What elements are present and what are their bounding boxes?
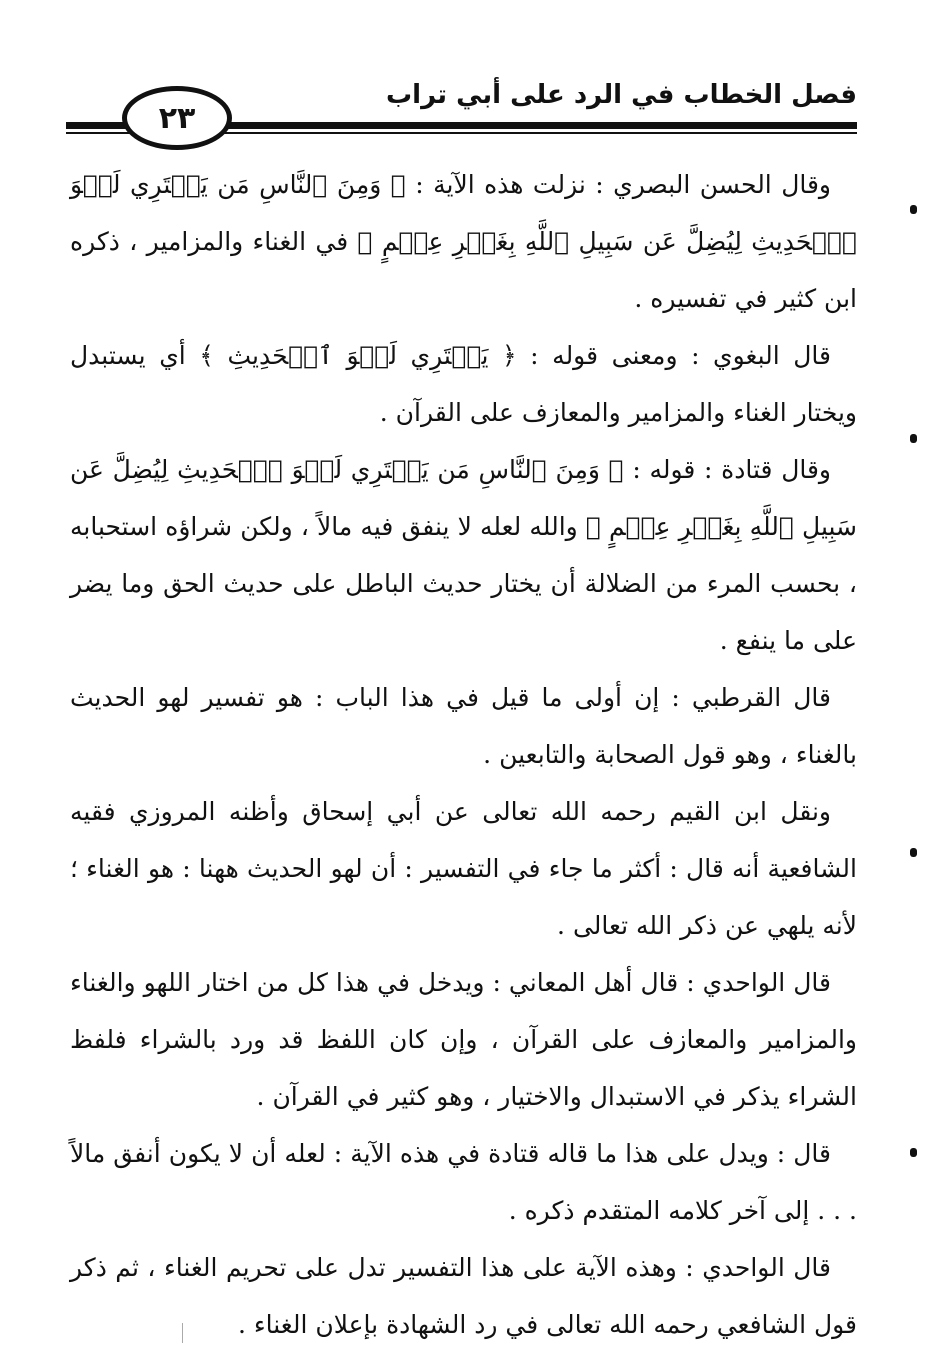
paragraph-hasan-basri: وقال الحسن البصري : نزلت هذه الآية : ﴿ وَمِنَ ٱلنَّاسِ مَن يَشۡتَرِي لَهۡوَ ٱلۡحَدِيثِ لِيُضِلَّ عَن سَبِيلِ ٱللَّهِ بِغَيۡرِ عِلۡمٍ ﴾ في الغناء والمزامير ، ذكره ابن كثير في تفسيره . bbox=[70, 170, 857, 313]
running-title: فصل الخطاب في الرد على أبي تراب bbox=[386, 80, 857, 110]
paragraph-qatada: وقال قتادة : قوله : ﴿ وَمِنَ ٱلنَّاسِ مَن يَشۡتَرِي لَهۡوَ ٱلۡحَدِيثِ لِيُضِلَّ عَن سَبِيلِ ٱللَّهِ بِغَيۡرِ عِلۡمٍ ﴾ والله لعله لا ينفق فيه مالاً ، ولكن شراؤه استحبابه ، بحسب المرء من الضلالة أن يختار حديث الباطل على حديث الحق وما يضر على ما ينفع . bbox=[70, 455, 857, 655]
paragraph-qurtubi: قال القرطبي : إن أولى ما قيل في هذا الباب : هو تفسير لهو الحديث بالغناء ، وهو قول الصحابة والتابعين . bbox=[70, 683, 857, 769]
margin-mark bbox=[910, 205, 917, 214]
margin-mark bbox=[910, 434, 917, 443]
body-text bbox=[70, 156, 857, 1353]
paragraph-ibn-qayyim: ونقل ابن القيم رحمه الله تعالى عن أبي إسحاق وأظنه المروزي فقيه الشافعية أنه قال : أكثر ما جاء في التفسير : أن لهو الحديث ههنا : هو الغناء ؛ لأنه يلهي عن ذكر الله تعالى . bbox=[70, 797, 857, 940]
paragraph-wahidi-1: قال الواحدي : قال أهل المعاني : ويدخل في هذا كل من اختار اللهو والغناء والمزامير والمعازف على القرآن ، وإن كان اللفظ قد ورد بالشراء فلفظ الشراء يذكر في الاستبدال والاختيار ، وهو كثير في القرآن . bbox=[70, 968, 857, 1111]
paragraph-qal: قال : ويدل على هذا ما قاله قتادة في هذه الآية : لعله أن لا يكون أنفق مالاً . . . إلى آخر كلامه المتقدم ذكره . bbox=[70, 1139, 857, 1225]
page-number-badge bbox=[122, 86, 232, 150]
margin-mark bbox=[910, 848, 917, 857]
page-number: ٢٣ bbox=[158, 100, 196, 136]
paragraph-wahidi-2: قال الواحدي : وهذه الآية على هذا التفسير تدل على تحريم الغناء ، ثم ذكر قول الشافعي رحمه الله تعالى في رد الشهادة بإعلان الغناء . bbox=[70, 1253, 857, 1339]
scan-artifact-line bbox=[182, 1323, 183, 1343]
margin-mark bbox=[910, 1148, 917, 1157]
paragraph-baghawi: قال البغوي : ومعنى قوله : ﴿ يَشۡتَرِي لَهۡوَ ٱلۡحَدِيثِ ﴾ أي يستبدل ويختار الغناء والمزامير والمعازف على القرآن . bbox=[70, 341, 857, 427]
